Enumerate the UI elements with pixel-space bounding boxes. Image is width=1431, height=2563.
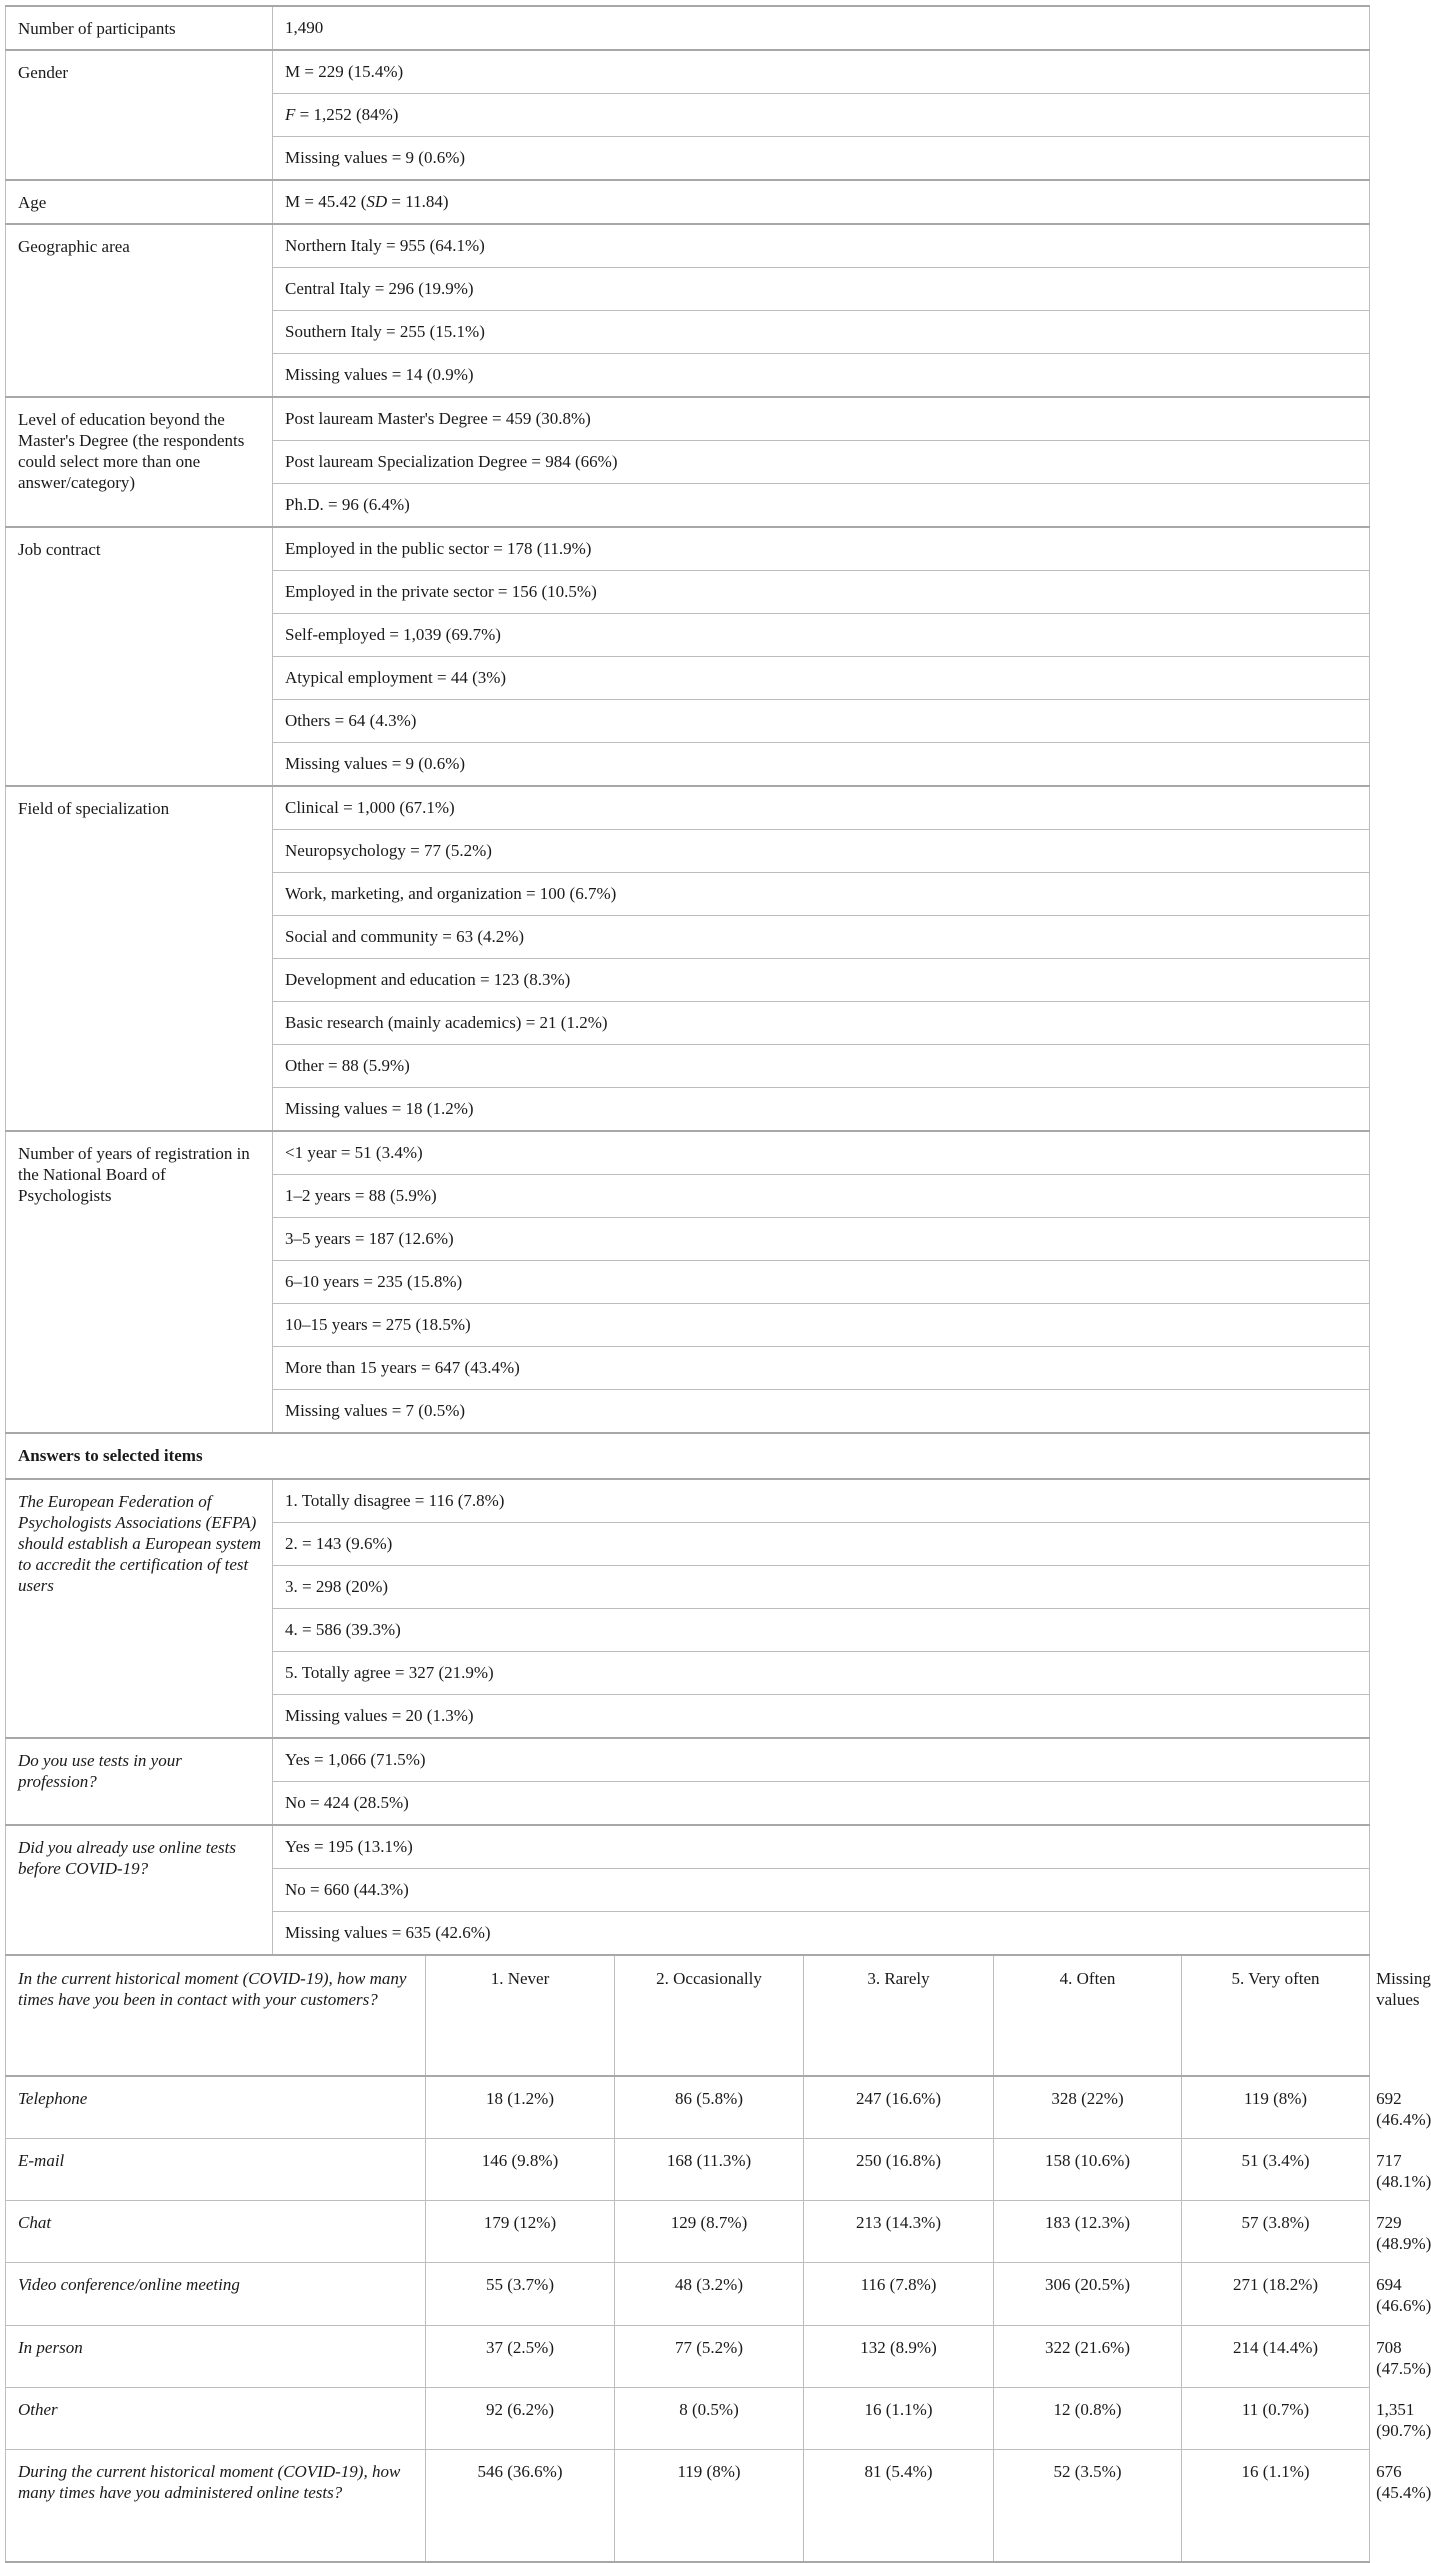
row-label: During the current historical moment (COVID-19), how many times have you administered online tests? xyxy=(6,2450,426,2563)
column-header: 3. Rarely xyxy=(804,1955,994,2076)
row-label: E-mail xyxy=(6,2139,426,2201)
table-cell: 322 (21.6%) xyxy=(994,2326,1182,2388)
table-row xyxy=(6,527,1370,571)
row-value: Self-employed = 1,039 (69.7%) xyxy=(273,614,1370,657)
row-label: Number of years of registration in the National Board of Psychologists xyxy=(6,1131,273,1433)
row-value: Missing values = 14 (0.9%) xyxy=(273,354,1370,398)
row-value: Missing values = 9 (0.6%) xyxy=(273,137,1370,181)
table-row xyxy=(6,50,1370,94)
row-value: Other = 88 (5.9%) xyxy=(273,1045,1370,1088)
row-value: <1 year = 51 (3.4%) xyxy=(273,1131,1370,1175)
table-row xyxy=(6,1131,1370,1175)
row-label: Other xyxy=(6,2388,426,2450)
table-cell: 328 (22%) xyxy=(994,2076,1182,2139)
table-cell: 213 (14.3%) xyxy=(804,2201,994,2263)
row-value: Ph.D. = 96 (6.4%) xyxy=(273,484,1370,528)
item-question: Do you use tests in your profession? xyxy=(6,1738,273,1825)
frequency-question: In the current historical moment (COVID-19), how many times have you been in contact with your customers? xyxy=(6,1955,426,2076)
item-answer: Missing values = 20 (1.3%) xyxy=(273,1695,1370,1739)
table-cell: 214 (14.4%) xyxy=(1182,2326,1370,2388)
participant-characteristics-table xyxy=(5,5,1431,2563)
row-label: Job contract xyxy=(6,527,273,786)
table-cell: 183 (12.3%) xyxy=(994,2201,1182,2263)
row-value: Neuropsychology = 77 (5.2%) xyxy=(273,830,1370,873)
table-cell: 132 (8.9%) xyxy=(804,2326,994,2388)
item-answer: 2. = 143 (9.6%) xyxy=(273,1523,1370,1566)
row-value: 1–2 years = 88 (5.9%) xyxy=(273,1175,1370,1218)
table-cell: 158 (10.6%) xyxy=(994,2139,1182,2201)
table-cell: 8 (0.5%) xyxy=(615,2388,804,2450)
participant-characteristics-table-container xyxy=(5,5,1431,2563)
table-row xyxy=(6,6,1370,50)
row-value: Missing values = 9 (0.6%) xyxy=(273,743,1370,787)
row-value: Employed in the public sector = 178 (11.9%) xyxy=(273,527,1370,571)
table-cell: 51 (3.4%) xyxy=(1182,2139,1370,2201)
table-cell: 16 (1.1%) xyxy=(1182,2450,1370,2563)
row-value: Atypical employment = 44 (3%) xyxy=(273,657,1370,700)
table-cell: 247 (16.6%) xyxy=(804,2076,994,2139)
column-header: 5. Very often xyxy=(1182,1955,1370,2076)
row-label: Gender xyxy=(6,50,273,180)
item-answer: 5. Totally agree = 327 (21.9%) xyxy=(273,1652,1370,1695)
table-cell: 116 (7.8%) xyxy=(804,2263,994,2326)
table-row: During the current historical moment (COVID-19), how many times have you administered online tests? 546 (36.6%) 119 (8%) 81 (5.4%) 52 (3.5%) 16 (1.1%) 676 (45.4%) xyxy=(6,2450,1370,2563)
column-header: 4. Often xyxy=(994,1955,1182,2076)
row-value: 10–15 years = 275 (18.5%) xyxy=(273,1304,1370,1347)
row-label: Age xyxy=(6,180,273,224)
row-label: Video conference/online meeting xyxy=(6,2263,426,2326)
table-cell: 16 (1.1%) xyxy=(804,2388,994,2450)
age-mean: M = 45.42 ( xyxy=(285,192,367,211)
table-cell: 546 (36.6%) xyxy=(426,2450,615,2563)
age-sd-value: = 11.84) xyxy=(387,192,449,211)
table-row: Other 92 (6.2%) 8 (0.5%) 16 (1.1%) 12 (0.8%) 11 (0.7%) 1,351 (90.7%) xyxy=(6,2388,1370,2450)
row-value: 1,490 xyxy=(273,6,1370,50)
row-value: Basic research (mainly academics) = 21 (1.2%) xyxy=(273,1002,1370,1045)
row-value-female xyxy=(273,94,1370,137)
row-value: Missing values = 7 (0.5%) xyxy=(273,1390,1370,1434)
row-label: Level of education beyond the Master's Degree (the respondents could select more than one answer/category) xyxy=(6,397,273,527)
table-cell: 146 (9.8%) xyxy=(426,2139,615,2201)
row-label: Number of participants xyxy=(6,6,273,50)
table-row xyxy=(6,786,1370,830)
row-label: Telephone xyxy=(6,2076,426,2139)
item-answer: 1. Totally disagree = 116 (7.8%) xyxy=(273,1479,1370,1523)
section-title: Answers to selected items xyxy=(6,1433,1370,1479)
table-cell: 48 (3.2%) xyxy=(615,2263,804,2326)
table-body xyxy=(6,6,1431,2562)
female-count: = 1,252 (84%) xyxy=(295,105,399,124)
table-cell: 92 (6.2%) xyxy=(426,2388,615,2450)
table-cell: 18 (1.2%) xyxy=(426,2076,615,2139)
table-cell: 52 (3.5%) xyxy=(994,2450,1182,2563)
frequency-header-row: In the current historical moment (COVID-19), how many times have you been in contact with your customers? 1. Never 2. Occasionally 3. Rarely 4. Often 5. Very often Missing values xyxy=(6,1955,1370,2076)
table-cell: 57 (3.8%) xyxy=(1182,2201,1370,2263)
age-sd-symbol: SD xyxy=(366,192,388,211)
table-cell: 271 (18.2%) xyxy=(1182,2263,1370,2326)
table-cell: 86 (5.8%) xyxy=(615,2076,804,2139)
row-value-age xyxy=(273,180,1370,224)
item-answer: Missing values = 635 (42.6%) xyxy=(273,1912,1370,1956)
table-cell: 179 (12%) xyxy=(426,2201,615,2263)
row-value: Post lauream Master's Degree = 459 (30.8%) xyxy=(273,397,1370,441)
row-value: Employed in the private sector = 156 (10.5%) xyxy=(273,571,1370,614)
table-row: In person 37 (2.5%) 77 (5.2%) 132 (8.9%) 322 (21.6%) 214 (14.4%) 708 (47.5%) xyxy=(6,2326,1370,2388)
table-row xyxy=(6,1825,1370,1869)
row-value: Work, marketing, and organization = 100 (6.7%) xyxy=(273,873,1370,916)
table-row xyxy=(6,397,1370,441)
row-label: Field of specialization xyxy=(6,786,273,1131)
table-cell: 55 (3.7%) xyxy=(426,2263,615,2326)
table-row: E-mail 146 (9.8%) 168 (11.3%) 250 (16.8%) 158 (10.6%) 51 (3.4%) 717 (48.1%) xyxy=(6,2139,1370,2201)
table-row: Telephone 18 (1.2%) 86 (5.8%) 247 (16.6%) 328 (22%) 119 (8%) 692 (46.4%) xyxy=(6,2076,1370,2139)
table-cell: 12 (0.8%) xyxy=(994,2388,1182,2450)
row-value: Social and community = 63 (4.2%) xyxy=(273,916,1370,959)
row-label: Chat xyxy=(6,2201,426,2263)
row-value: Development and education = 123 (8.3%) xyxy=(273,959,1370,1002)
row-value: 6–10 years = 235 (15.8%) xyxy=(273,1261,1370,1304)
table-row xyxy=(6,180,1370,224)
table-row: Video conference/online meeting 55 (3.7%) 48 (3.2%) 116 (7.8%) 306 (20.5%) 271 (18.2%) 694 (46.6%) xyxy=(6,2263,1370,2326)
table-row xyxy=(6,1738,1370,1782)
row-value: Northern Italy = 955 (64.1%) xyxy=(273,224,1370,268)
row-value: M = 229 (15.4%) xyxy=(273,50,1370,94)
row-value: Central Italy = 296 (19.9%) xyxy=(273,268,1370,311)
row-value: Missing values = 18 (1.2%) xyxy=(273,1088,1370,1132)
row-value: Clinical = 1,000 (67.1%) xyxy=(273,786,1370,830)
table-row: Chat 179 (12%) 129 (8.7%) 213 (14.3%) 183 (12.3%) 57 (3.8%) 729 (48.9%) xyxy=(6,2201,1370,2263)
table-cell: 129 (8.7%) xyxy=(615,2201,804,2263)
table-cell: 11 (0.7%) xyxy=(1182,2388,1370,2450)
item-answer: No = 660 (44.3%) xyxy=(273,1869,1370,1912)
item-question: Did you already use online tests before COVID-19? xyxy=(6,1825,273,1955)
table-cell: 81 (5.4%) xyxy=(804,2450,994,2563)
row-value: Post lauream Specialization Degree = 984 (66%) xyxy=(273,441,1370,484)
female-symbol: F xyxy=(285,105,296,124)
table-cell: 306 (20.5%) xyxy=(994,2263,1182,2326)
table-cell: 119 (8%) xyxy=(1182,2076,1370,2139)
row-label: Geographic area xyxy=(6,224,273,397)
item-answer: 4. = 586 (39.3%) xyxy=(273,1609,1370,1652)
table-cell: 168 (11.3%) xyxy=(615,2139,804,2201)
row-value: Southern Italy = 255 (15.1%) xyxy=(273,311,1370,354)
column-header: 2. Occasionally xyxy=(615,1955,804,2076)
table-row xyxy=(6,1433,1370,1479)
item-answer: 3. = 298 (20%) xyxy=(273,1566,1370,1609)
table-cell: 250 (16.8%) xyxy=(804,2139,994,2201)
table-cell: 119 (8%) xyxy=(615,2450,804,2563)
item-question: The European Federation of Psychologists Associations (EFPA) should establish a European system to accredit the certification of test users xyxy=(6,1479,273,1738)
table-cell: 77 (5.2%) xyxy=(615,2326,804,2388)
column-header: 1. Never xyxy=(426,1955,615,2076)
table-row xyxy=(6,224,1370,268)
item-answer: Yes = 1,066 (71.5%) xyxy=(273,1738,1370,1782)
item-answer: Yes = 195 (13.1%) xyxy=(273,1825,1370,1869)
row-label: In person xyxy=(6,2326,426,2388)
row-value: Others = 64 (4.3%) xyxy=(273,700,1370,743)
row-value: More than 15 years = 647 (43.4%) xyxy=(273,1347,1370,1390)
item-answer: No = 424 (28.5%) xyxy=(273,1782,1370,1826)
row-value: 3–5 years = 187 (12.6%) xyxy=(273,1218,1370,1261)
table-row xyxy=(6,1479,1370,1523)
table-cell: 37 (2.5%) xyxy=(426,2326,615,2388)
